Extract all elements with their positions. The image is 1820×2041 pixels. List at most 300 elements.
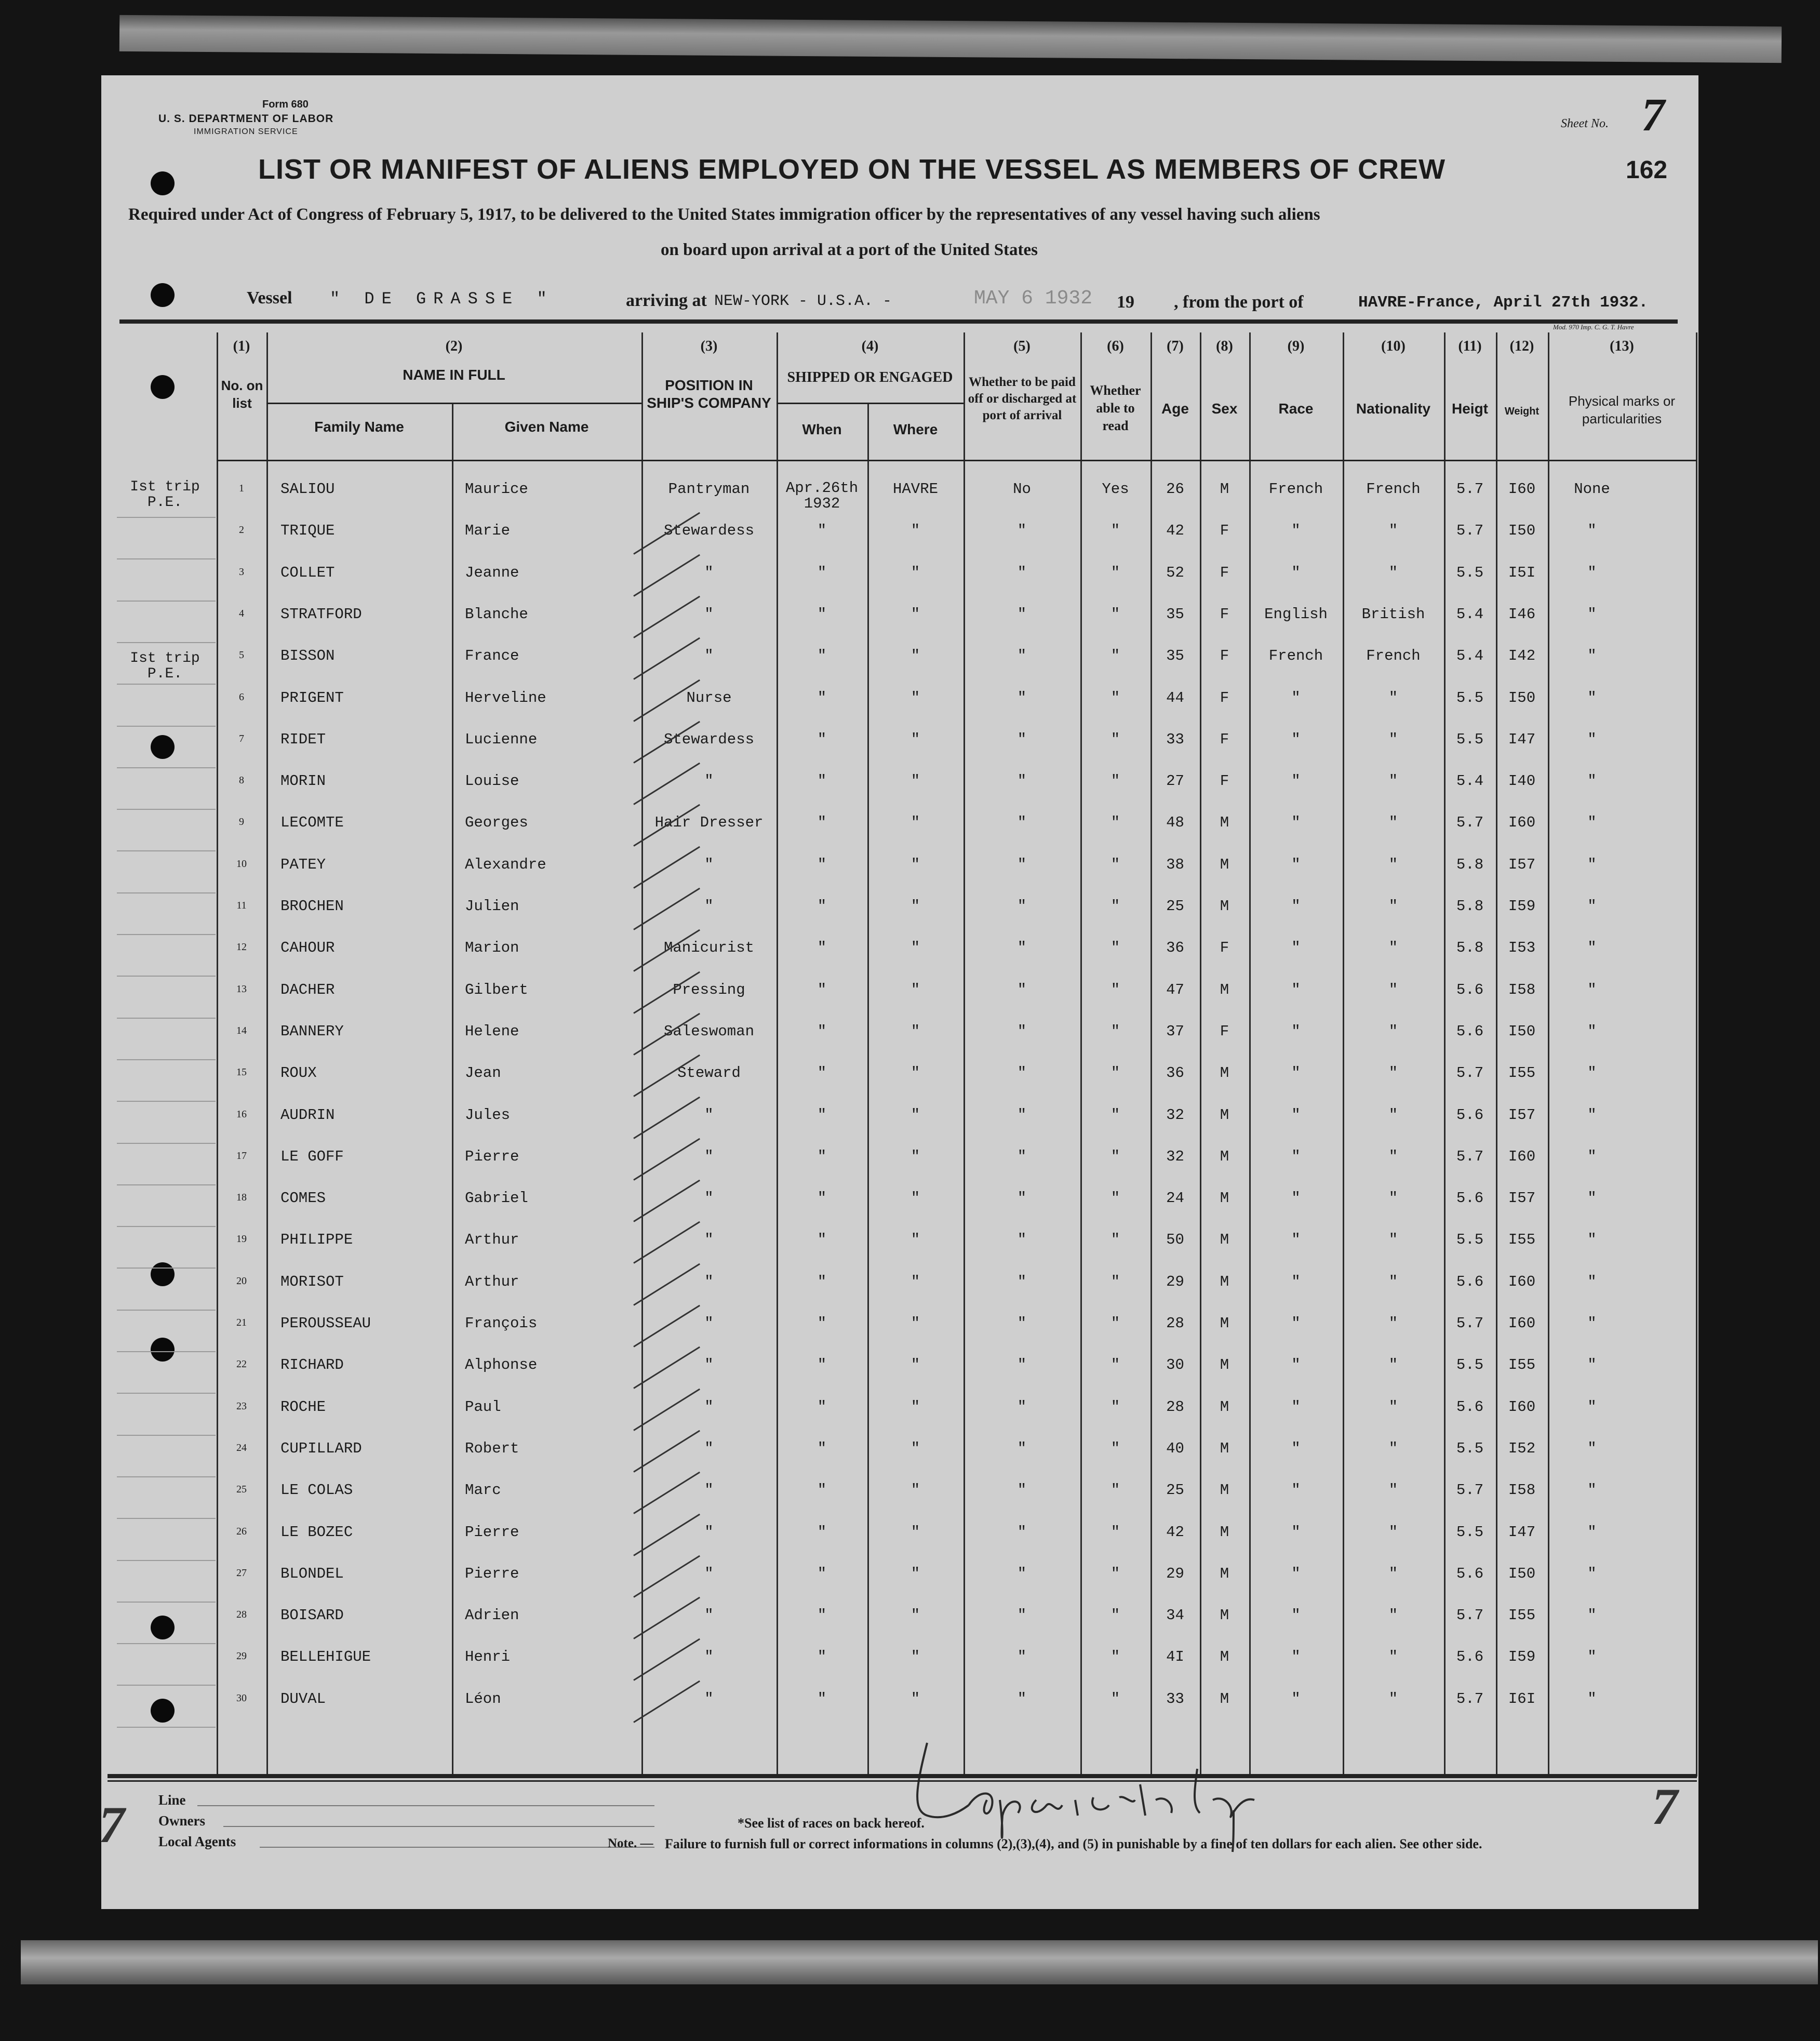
age-cell: 40 <box>1166 1439 1184 1457</box>
able-to-read-cell: " <box>1110 856 1120 873</box>
race-cell: " <box>1291 1482 1301 1499</box>
able-to-read-cell: " <box>1110 1523 1120 1541</box>
able-to-read-cell: " <box>1110 1022 1120 1040</box>
race-cell: " <box>1291 856 1301 873</box>
shipped-where-cell: " <box>911 522 920 540</box>
family-name-cell: BROCHEN <box>280 898 344 915</box>
paid-off-cell: " <box>1017 1565 1027 1582</box>
paid-off-cell: " <box>1017 1439 1027 1457</box>
race-cell: " <box>1291 1648 1301 1666</box>
position-cell: " <box>704 1315 714 1332</box>
printer-note: Mod. 970 Imp. C. G. T. Havre <box>1553 323 1634 331</box>
age-cell: 44 <box>1166 689 1184 706</box>
family-name-cell: TRIQUE <box>280 522 335 540</box>
margin-rule <box>117 642 216 643</box>
paid-off-cell: " <box>1017 1148 1027 1165</box>
paid-off-cell: " <box>1017 898 1027 915</box>
age-cell: 27 <box>1166 772 1184 790</box>
able-to-read-cell: " <box>1110 772 1120 790</box>
owners-label: Owners <box>158 1813 205 1829</box>
punch-hole <box>151 171 175 195</box>
weight-cell: I59 <box>1508 1648 1536 1666</box>
marks-cell: " <box>1587 1398 1597 1416</box>
height-cell: 5.7 <box>1456 1315 1484 1332</box>
age-cell: 35 <box>1166 605 1184 623</box>
able-to-read-cell: " <box>1110 1607 1120 1624</box>
family-name-cell: BANNERY <box>280 1022 344 1040</box>
height-cell: 5.7 <box>1456 481 1484 498</box>
paid-off-cell: " <box>1017 1356 1027 1374</box>
height-cell: 5.5 <box>1456 730 1484 748</box>
position-cell: Manicurist <box>663 939 755 957</box>
service-name: IMMIGRATION SERVICE <box>194 127 298 136</box>
shipped-where-cell: " <box>911 1607 920 1624</box>
col5-number: (5) <box>1013 338 1031 354</box>
margin-rule <box>117 850 216 851</box>
weight-cell: I50 <box>1508 1022 1536 1040</box>
age-cell: 29 <box>1166 1565 1184 1582</box>
row-number: 9 <box>239 816 244 828</box>
nationality-cell: " <box>1388 939 1398 957</box>
nationality-cell: " <box>1388 522 1398 540</box>
position-cell: " <box>704 605 714 623</box>
position-cell: " <box>704 1690 714 1707</box>
margin-note: Ist trip P.E. <box>130 479 200 511</box>
arriving-port: NEW-YORK - U.S.A. - <box>714 292 892 310</box>
col9-number: (9) <box>1287 338 1305 354</box>
row-number: 16 <box>236 1108 247 1120</box>
age-cell: 52 <box>1166 564 1184 581</box>
sex-cell: M <box>1220 1106 1229 1124</box>
weight-cell: I55 <box>1508 1356 1536 1374</box>
height-cell: 5.6 <box>1456 1106 1484 1124</box>
weight-cell: I60 <box>1508 481 1536 498</box>
margin-rule <box>117 558 216 559</box>
nationality-cell: " <box>1388 1356 1398 1374</box>
age-cell: 42 <box>1166 1523 1184 1541</box>
race-cell: English <box>1264 605 1328 623</box>
margin-rule <box>117 809 216 810</box>
marks-cell: " <box>1587 522 1597 540</box>
shipped-when-cell: " <box>817 647 827 665</box>
weight-cell: I50 <box>1508 1565 1536 1582</box>
given-name-cell: Jeanne <box>465 564 519 581</box>
row-number: 11 <box>236 900 247 911</box>
race-cell: " <box>1291 1356 1301 1374</box>
shipped-where-cell: " <box>911 1523 920 1541</box>
given-name-cell: François <box>465 1315 538 1332</box>
sex-cell: M <box>1220 1690 1229 1707</box>
shipped-where-cell: " <box>911 939 920 957</box>
nationality-cell: " <box>1388 1106 1398 1124</box>
race-cell: " <box>1291 1690 1301 1707</box>
page-title: LIST OR MANIFEST OF ALIENS EMPLOYED ON THE VESSEL AS MEMBERS OF CREW <box>258 154 1446 185</box>
header-rule <box>119 319 1678 324</box>
weight-cell: I50 <box>1508 689 1536 706</box>
height-cell: 5.6 <box>1456 1022 1484 1040</box>
able-to-read-cell: Yes <box>1102 481 1129 498</box>
paid-off-cell: " <box>1017 939 1027 957</box>
height-cell: 5.4 <box>1456 605 1484 623</box>
sex-cell: M <box>1220 1231 1229 1249</box>
family-name-header: Family Name <box>314 419 404 435</box>
col3-number: (3) <box>700 338 718 354</box>
given-name-cell: Robert <box>465 1439 519 1457</box>
age-cell: 26 <box>1166 481 1184 498</box>
shipped-where-cell: " <box>911 1690 920 1707</box>
age-cell: 34 <box>1166 1607 1184 1624</box>
paid-off-cell: " <box>1017 647 1027 665</box>
row-number: 17 <box>236 1150 247 1162</box>
position-cell: " <box>704 1356 714 1374</box>
race-cell: " <box>1291 730 1301 748</box>
col11-number: (11) <box>1458 338 1482 354</box>
position-cell: Pantryman <box>668 481 750 498</box>
position-cell: " <box>704 1648 714 1666</box>
marks-cell: " <box>1587 939 1597 957</box>
marks-cell: " <box>1587 1022 1597 1040</box>
shipped-when-cell: " <box>817 1148 827 1165</box>
sex-cell: F <box>1220 689 1229 706</box>
marks-cell: " <box>1587 1690 1597 1707</box>
punch-hole <box>151 1616 175 1639</box>
position-cell: Steward <box>677 1064 741 1082</box>
age-header: Age <box>1161 401 1189 417</box>
family-name-cell: CAHOUR <box>280 939 335 957</box>
margin-rule <box>117 1101 216 1102</box>
shipped-when-cell: " <box>817 1190 827 1207</box>
given-name-cell: Louise <box>465 772 519 790</box>
nationality-cell: " <box>1388 730 1398 748</box>
margin-rule <box>117 767 216 768</box>
able-to-read-cell: " <box>1110 814 1120 832</box>
able-to-read-cell: " <box>1110 1273 1120 1290</box>
position-cell: " <box>704 1273 714 1290</box>
paid-off-cell: " <box>1017 1607 1027 1624</box>
col1-header: No. on list <box>221 378 263 411</box>
able-to-read-cell: " <box>1110 605 1120 623</box>
shipped-when-cell: " <box>817 605 827 623</box>
row-number: 10 <box>236 858 247 870</box>
marks-cell: " <box>1587 1148 1597 1165</box>
sex-cell: F <box>1220 939 1229 957</box>
family-name-cell: AUDRIN <box>280 1106 335 1124</box>
weight-cell: I47 <box>1508 1523 1536 1541</box>
given-name-cell: Alphonse <box>465 1356 538 1374</box>
given-name-cell: Julien <box>465 898 519 915</box>
given-name-cell: Herveline <box>465 689 546 706</box>
position-cell: " <box>704 1482 714 1499</box>
paid-off-cell: " <box>1017 522 1027 540</box>
shipped-when-cell: " <box>817 1106 827 1124</box>
sex-cell: M <box>1220 898 1229 915</box>
able-to-read-cell: " <box>1110 730 1120 748</box>
shipped-where-cell: " <box>911 981 920 998</box>
shipped-where-cell: " <box>911 1022 920 1040</box>
nationality-cell: French <box>1366 647 1421 665</box>
shipped-where-cell: " <box>911 1064 920 1082</box>
marks-cell: " <box>1587 1607 1597 1624</box>
able-to-read-cell: " <box>1110 898 1120 915</box>
weight-cell: I57 <box>1508 856 1536 873</box>
shipped-when-cell: " <box>817 564 827 581</box>
weight-cell: I52 <box>1508 1439 1536 1457</box>
race-cell: " <box>1291 1148 1301 1165</box>
able-to-read-cell: " <box>1110 1482 1120 1499</box>
race-cell: " <box>1291 1190 1301 1207</box>
where-header: Where <box>893 421 938 437</box>
sex-cell: F <box>1220 1022 1229 1040</box>
given-name-cell: Gilbert <box>465 981 528 998</box>
subtitle-line1: Required under Act of Congress of February 5, 1917, to be delivered to the United States immigration officer by the representatives of any vessel having such aliens <box>128 205 1320 224</box>
weight-cell: I55 <box>1508 1064 1536 1082</box>
height-cell: 5.6 <box>1456 1398 1484 1416</box>
punch-hole <box>151 1338 175 1362</box>
position-cell: Hair Dresser <box>654 814 764 832</box>
vessel-label: Vessel <box>247 288 292 308</box>
arrival-date-stamp: MAY 6 1932 <box>974 287 1093 310</box>
shipped-where-cell: " <box>911 814 920 832</box>
family-name-cell: LECOMTE <box>280 814 344 832</box>
shipped-where-cell: " <box>911 1439 920 1457</box>
marks-cell: " <box>1587 856 1597 873</box>
sex-cell: M <box>1220 856 1229 873</box>
marks-cell: " <box>1587 1356 1597 1374</box>
weight-cell: I58 <box>1508 981 1536 998</box>
given-name-cell: Arthur <box>465 1273 519 1290</box>
col7-number: (7) <box>1167 338 1184 354</box>
nationality-cell: " <box>1388 1064 1398 1082</box>
marks-cell: " <box>1587 898 1597 915</box>
sex-header: Sex <box>1211 401 1238 417</box>
position-cell: " <box>704 772 714 790</box>
height-cell: 5.7 <box>1456 1148 1484 1165</box>
shipped-where-cell: " <box>911 1190 920 1207</box>
family-name-cell: LE BOZEC <box>280 1523 353 1541</box>
shipped-where-cell: " <box>911 1106 920 1124</box>
sex-cell: M <box>1220 1273 1229 1290</box>
able-to-read-cell: " <box>1110 647 1120 665</box>
page-number: 162 <box>1626 156 1668 184</box>
race-cell: " <box>1291 1231 1301 1249</box>
shipped-when-cell: " <box>817 689 827 706</box>
position-cell: " <box>704 1565 714 1582</box>
shipped-where-cell: " <box>911 1356 920 1374</box>
able-to-read-cell: " <box>1110 1190 1120 1207</box>
margin-rule <box>117 892 216 893</box>
position-cell: " <box>704 1106 714 1124</box>
marks-cell: " <box>1587 1315 1597 1332</box>
age-cell: 50 <box>1166 1231 1184 1249</box>
race-cell: " <box>1291 814 1301 832</box>
paid-off-cell: " <box>1017 1231 1027 1249</box>
family-name-cell: ROUX <box>280 1064 317 1082</box>
row-number: 1 <box>239 483 244 494</box>
age-cell: 24 <box>1166 1190 1184 1207</box>
col2-header: NAME IN FULL <box>403 367 505 383</box>
sex-cell: M <box>1220 1439 1229 1457</box>
sex-cell: M <box>1220 1565 1229 1582</box>
punch-hole <box>151 375 175 399</box>
height-header: Heigt <box>1452 401 1488 417</box>
weight-cell: I60 <box>1508 1398 1536 1416</box>
shipped-when-cell: " <box>817 1482 827 1499</box>
sex-cell: F <box>1220 647 1229 665</box>
height-cell: 5.7 <box>1456 1607 1484 1624</box>
weight-cell: I57 <box>1508 1106 1536 1124</box>
race-cell: " <box>1291 1607 1301 1624</box>
race-cell: French <box>1268 647 1323 665</box>
sex-cell: F <box>1220 605 1229 623</box>
position-cell: " <box>704 1523 714 1541</box>
position-cell: " <box>704 1231 714 1249</box>
sex-cell: M <box>1220 1190 1229 1207</box>
height-cell: 5.5 <box>1456 1231 1484 1249</box>
able-to-read-cell: " <box>1110 1648 1120 1666</box>
paid-off-cell: " <box>1017 1022 1027 1040</box>
marks-cell: " <box>1587 1439 1597 1457</box>
nationality-cell: " <box>1388 898 1398 915</box>
shipped-when-cell: " <box>817 1690 827 1707</box>
row-number: 29 <box>236 1650 247 1662</box>
shipped-where-cell: " <box>911 1273 920 1290</box>
nationality-cell: " <box>1388 772 1398 790</box>
paid-off-cell: " <box>1017 605 1027 623</box>
marks-cell: " <box>1587 1648 1597 1666</box>
able-to-read-cell: " <box>1110 1565 1120 1582</box>
marks-cell: " <box>1587 1106 1597 1124</box>
able-to-read-cell: " <box>1110 1315 1120 1332</box>
paid-off-cell: " <box>1017 1273 1027 1290</box>
height-cell: 5.6 <box>1456 1190 1484 1207</box>
family-name-cell: PATEY <box>280 856 326 873</box>
age-cell: 42 <box>1166 522 1184 540</box>
paid-off-cell: " <box>1017 1523 1027 1541</box>
race-cell: " <box>1291 772 1301 790</box>
height-cell: 5.6 <box>1456 1648 1484 1666</box>
margin-rule <box>117 1643 216 1644</box>
height-cell: 5.8 <box>1456 856 1484 873</box>
given-name-cell: Blanche <box>465 605 528 623</box>
shipped-when-cell: " <box>817 1398 827 1416</box>
able-to-read-cell: " <box>1110 1231 1120 1249</box>
family-name-cell: MORISOT <box>280 1273 344 1290</box>
when-header: When <box>802 421 842 437</box>
nationality-header: Nationality <box>1356 401 1431 417</box>
col3-header: POSITION IN SHIP'S COMPANY <box>647 377 771 411</box>
row-number: 5 <box>239 649 244 661</box>
form-number: Form 680 <box>262 99 309 110</box>
shipped-when-cell: Apr.26th 1932 <box>785 479 859 512</box>
shipped-when-cell: " <box>817 1022 827 1040</box>
col1-number: (1) <box>233 338 250 354</box>
race-cell: " <box>1291 1523 1301 1541</box>
col4-number: (4) <box>861 338 879 354</box>
year-label: 19 <box>1117 292 1134 312</box>
race-cell: " <box>1291 1315 1301 1332</box>
shipped-where-cell: " <box>911 1565 920 1582</box>
margin-rule <box>117 684 216 685</box>
race-cell: " <box>1291 1273 1301 1290</box>
race-cell: French <box>1268 481 1323 498</box>
weight-cell: I6I <box>1508 1690 1536 1707</box>
arriving-label: arriving at <box>626 291 707 310</box>
given-name-cell: Arthur <box>465 1231 519 1249</box>
marks-cell: " <box>1587 1190 1597 1207</box>
marks-cell: " <box>1587 689 1597 706</box>
signature-text: Lapointe Insp <box>896 1715 946 1724</box>
weight-cell: I60 <box>1508 814 1536 832</box>
col4-header: SHIPPED OR ENGAGED <box>787 369 953 385</box>
col6-number: (6) <box>1107 338 1124 354</box>
paid-off-cell: " <box>1017 1064 1027 1082</box>
given-name-header: Given Name <box>504 419 589 435</box>
height-cell: 5.5 <box>1456 1523 1484 1541</box>
sex-cell: M <box>1220 1356 1229 1374</box>
marks-cell: " <box>1587 1565 1597 1582</box>
marks-cell: " <box>1587 1064 1597 1082</box>
scan-top-edge <box>119 15 1782 63</box>
given-name-cell: Pierre <box>465 1523 519 1541</box>
row-number: 26 <box>236 1525 247 1537</box>
family-name-cell: DACHER <box>280 981 335 998</box>
weight-cell: I55 <box>1508 1607 1536 1624</box>
height-cell: 5.6 <box>1456 981 1484 998</box>
marks-cell: " <box>1587 1523 1597 1541</box>
note-text: Failure to furnish full or correct informations in columns (2),(3),(4), and (5) in punishable by a fine of ten dollars for each alien. See other side. <box>665 1836 1482 1851</box>
paid-off-cell: " <box>1017 772 1027 790</box>
age-cell: 35 <box>1166 647 1184 665</box>
height-cell: 5.5 <box>1456 1439 1484 1457</box>
sex-cell: F <box>1220 564 1229 581</box>
age-cell: 29 <box>1166 1273 1184 1290</box>
agents-label: Local Agents <box>158 1834 236 1849</box>
given-name-cell: Pierre <box>465 1148 519 1165</box>
sex-cell: F <box>1220 522 1229 540</box>
shipped-when-cell: " <box>817 522 827 540</box>
nationality-cell: " <box>1388 1439 1398 1457</box>
shipped-when-cell: " <box>817 1565 827 1582</box>
shipped-where-cell: " <box>911 772 920 790</box>
nationality-cell: " <box>1388 1148 1398 1165</box>
paid-off-cell: " <box>1017 981 1027 998</box>
nationality-cell: " <box>1388 1607 1398 1624</box>
paid-off-cell: " <box>1017 1315 1027 1332</box>
family-name-cell: LE GOFF <box>280 1148 344 1165</box>
shipped-when-cell: " <box>817 1315 827 1332</box>
row-number: 18 <box>236 1192 247 1204</box>
col2-number: (2) <box>445 338 463 354</box>
sheet-mark-left: 7 <box>99 1796 125 1853</box>
height-cell: 5.7 <box>1456 1064 1484 1082</box>
given-name-cell: France <box>465 647 519 665</box>
weight-cell: I50 <box>1508 522 1536 540</box>
row-number: 24 <box>236 1442 247 1453</box>
col10-number: (10) <box>1381 338 1406 354</box>
weight-cell: I5I <box>1508 564 1536 581</box>
marks-cell: " <box>1587 1482 1597 1499</box>
col13-number: (13) <box>1610 338 1634 354</box>
paid-off-cell: " <box>1017 814 1027 832</box>
shipped-where-cell: " <box>911 1482 920 1499</box>
margin-rule <box>117 1143 216 1144</box>
given-name-cell: Jean <box>465 1064 501 1082</box>
position-cell: " <box>704 856 714 873</box>
position-cell: " <box>704 564 714 581</box>
race-cell: " <box>1291 1398 1301 1416</box>
margin-note: Ist trip P.E. <box>130 650 200 682</box>
able-to-read-cell: " <box>1110 1439 1120 1457</box>
